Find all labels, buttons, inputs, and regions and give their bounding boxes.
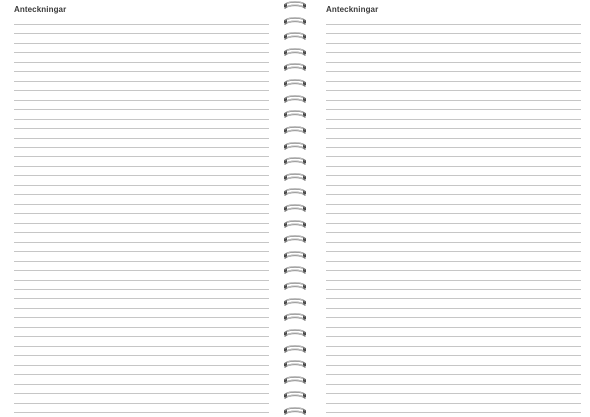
left-ruled-line — [14, 393, 269, 394]
left-ruled-line — [14, 270, 269, 271]
binding-coil — [283, 391, 307, 400]
binding-coil — [283, 188, 307, 197]
left-ruled-line — [14, 308, 269, 309]
right-ruled-line — [326, 289, 581, 290]
right-ruled-line — [326, 128, 581, 129]
left-ruled-line — [14, 81, 269, 82]
binding-coil — [283, 407, 307, 416]
binding-coil — [283, 1, 307, 10]
binding-coil — [283, 95, 307, 104]
right-ruled-line — [326, 336, 581, 337]
binding-coil — [283, 126, 307, 135]
right-ruled-line — [326, 384, 581, 385]
left-ruled-line — [14, 90, 269, 91]
left-ruled-line — [14, 52, 269, 53]
left-ruled-line — [14, 403, 269, 404]
left-page — [0, 0, 283, 417]
right-ruled-line — [326, 242, 581, 243]
left-ruled-line — [14, 194, 269, 195]
left-ruled-line — [14, 156, 269, 157]
left-ruled-line — [14, 242, 269, 243]
left-ruled-line — [14, 213, 269, 214]
binding-coil — [283, 173, 307, 182]
left-ruled-line — [14, 100, 269, 101]
right-ruled-line — [326, 374, 581, 375]
left-ruled-line — [14, 128, 269, 129]
right-ruled-line — [326, 156, 581, 157]
right-ruled-line — [326, 24, 581, 25]
binding-coil — [283, 204, 307, 213]
right-ruled-line — [326, 81, 581, 82]
binding-coil — [283, 157, 307, 166]
left-ruled-line — [14, 374, 269, 375]
left-ruled-line — [14, 223, 269, 224]
binding-coil — [283, 32, 307, 41]
right-ruled-line — [326, 204, 581, 205]
left-ruled-line — [14, 166, 269, 167]
right-ruled-line — [326, 213, 581, 214]
right-ruled-line — [326, 175, 581, 176]
left-ruled-line — [14, 33, 269, 34]
right-ruled-line — [326, 100, 581, 101]
binding-coil — [283, 63, 307, 72]
right-ruled-line — [326, 166, 581, 167]
binding-coil — [283, 266, 307, 275]
left-ruled-line — [14, 355, 269, 356]
left-ruled-line — [14, 298, 269, 299]
left-ruled-line — [14, 232, 269, 233]
binding-coil — [283, 17, 307, 26]
right-ruled-line — [326, 232, 581, 233]
binding-coil — [283, 298, 307, 307]
left-ruled-line — [14, 24, 269, 25]
binding-coil — [283, 376, 307, 385]
left-ruled-line — [14, 336, 269, 337]
left-ruled-line — [14, 109, 269, 110]
left-page-heading: Anteckningar — [14, 5, 67, 14]
right-ruled-line — [326, 412, 581, 413]
right-ruled-line — [326, 270, 581, 271]
left-ruled-line — [14, 384, 269, 385]
left-ruled-line — [14, 175, 269, 176]
right-ruled-line — [326, 90, 581, 91]
left-ruled-line — [14, 289, 269, 290]
right-ruled-line — [326, 185, 581, 186]
binding-coil — [283, 235, 307, 244]
left-ruled-line — [14, 119, 269, 120]
binding-coil — [283, 110, 307, 119]
binding-coil — [283, 313, 307, 322]
left-ruled-line — [14, 147, 269, 148]
right-ruled-line — [326, 147, 581, 148]
left-ruled-line — [14, 204, 269, 205]
right-ruled-line — [326, 317, 581, 318]
right-ruled-line — [326, 280, 581, 281]
left-ruled-line — [14, 412, 269, 413]
binding-coil — [283, 79, 307, 88]
right-page-heading: Anteckningar — [326, 5, 379, 14]
right-ruled-line — [326, 393, 581, 394]
right-ruled-line — [326, 71, 581, 72]
right-ruled-line — [326, 261, 581, 262]
right-ruled-line — [326, 109, 581, 110]
binding-coil — [283, 360, 307, 369]
binding-coil — [283, 329, 307, 338]
right-ruled-line — [326, 33, 581, 34]
right-ruled-line — [326, 119, 581, 120]
binding-coil — [283, 345, 307, 354]
right-ruled-line — [326, 298, 581, 299]
binding-coil — [283, 48, 307, 57]
right-ruled-line — [326, 43, 581, 44]
left-ruled-line — [14, 365, 269, 366]
binding-coil — [283, 142, 307, 151]
right-ruled-line — [326, 62, 581, 63]
right-ruled-line — [326, 251, 581, 252]
left-ruled-line — [14, 138, 269, 139]
right-ruled-line — [326, 327, 581, 328]
left-ruled-line — [14, 43, 269, 44]
left-ruled-line — [14, 280, 269, 281]
binding-coil — [283, 251, 307, 260]
left-ruled-line — [14, 317, 269, 318]
right-ruled-line — [326, 52, 581, 53]
left-ruled-line — [14, 71, 269, 72]
right-ruled-line — [326, 223, 581, 224]
right-ruled-line — [326, 346, 581, 347]
right-ruled-line — [326, 308, 581, 309]
left-ruled-line — [14, 261, 269, 262]
binding-coil — [283, 282, 307, 291]
left-ruled-line — [14, 346, 269, 347]
right-ruled-line — [326, 194, 581, 195]
right-ruled-line — [326, 365, 581, 366]
binding-coil — [283, 220, 307, 229]
left-ruled-line — [14, 185, 269, 186]
right-ruled-line — [326, 403, 581, 404]
right-ruled-line — [326, 355, 581, 356]
right-page — [307, 0, 590, 417]
left-ruled-line — [14, 251, 269, 252]
spiral-binding — [283, 0, 307, 417]
left-ruled-line — [14, 62, 269, 63]
left-ruled-line — [14, 327, 269, 328]
right-ruled-line — [326, 138, 581, 139]
